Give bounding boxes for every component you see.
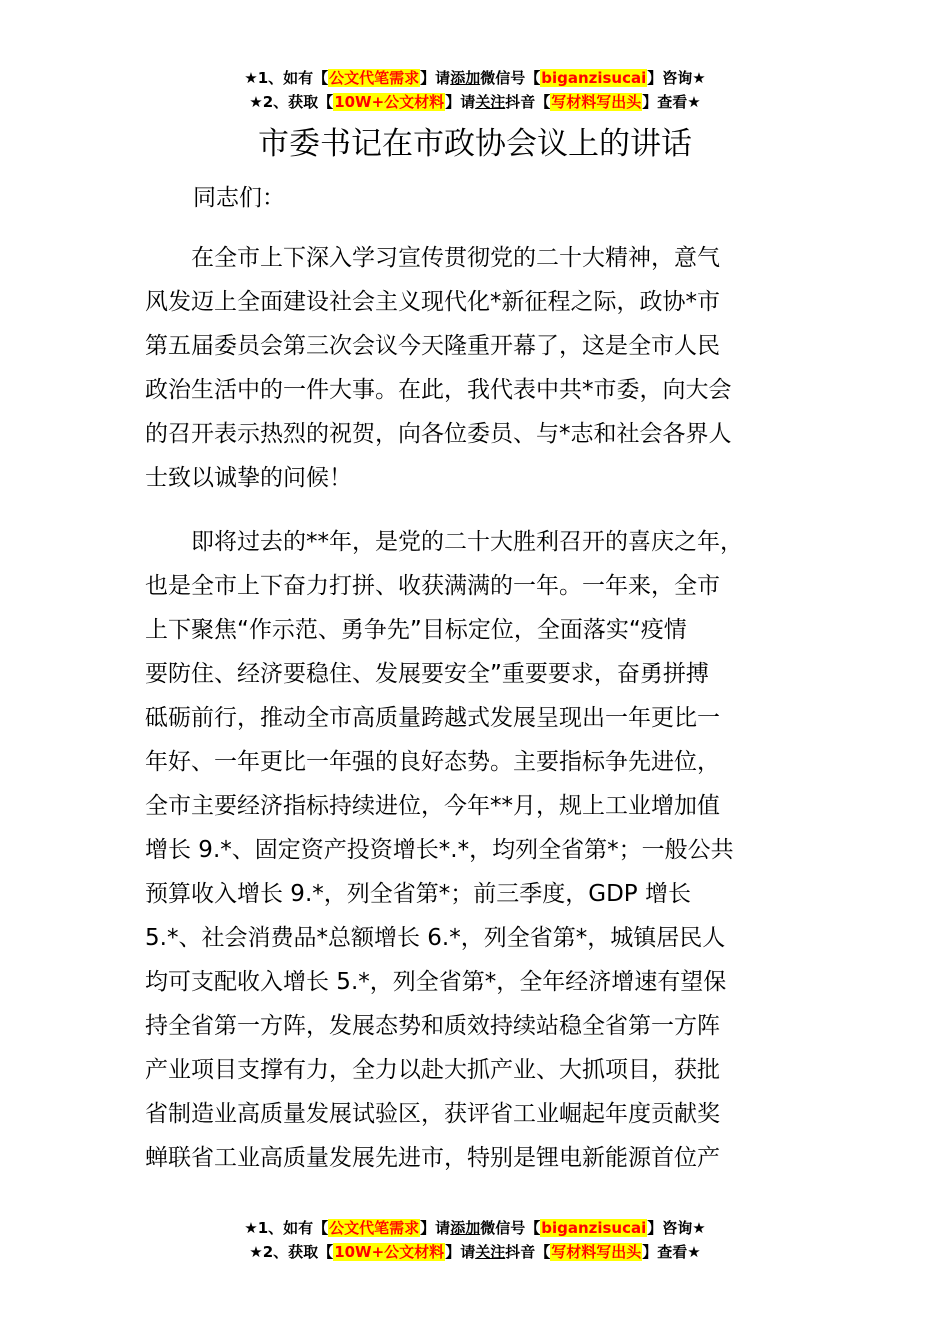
banner-text: 】咨询★	[647, 1219, 706, 1237]
highlight-text: 10W+公文材料	[334, 1243, 445, 1261]
paragraph-gap	[145, 220, 825, 236]
banner-text: 】查看★	[642, 1243, 701, 1261]
douyin-highlight: 写材料写出头	[551, 1243, 642, 1261]
banner-text: 】咨询★	[647, 69, 706, 87]
banner-text: 添加	[450, 1219, 481, 1237]
banner-text: ★1、如有【	[244, 1219, 329, 1237]
text-line: 产业项目支撑有力，全力以赴大抓产业、大抓项目，获批	[145, 1057, 720, 1083]
banner-text: 】请	[420, 1219, 451, 1237]
document-title: 市委书记在市政协会议上的讲话	[258, 126, 692, 162]
text-line: 年好、一年更比一年强的良好态势。主要指标争先进位，	[145, 749, 720, 775]
banner-text: 添加	[450, 69, 481, 87]
highlight-text: 公文代笔需求	[329, 69, 420, 87]
banner-text: 微信号【	[480, 69, 541, 87]
text-line: 5.*、社会消费品*总额增长 6.*，列全省第*，城镇居民人	[145, 925, 726, 951]
text-line: 即将过去的**年，是党的二十大胜利召开的喜庆之年，	[145, 529, 743, 555]
banner-text: 关注	[475, 93, 506, 111]
text-line: 蝉联省工业高质量发展先进市，特别是锂电新能源首位产	[145, 1145, 720, 1171]
text-line: 持全省第一方阵，发展态势和质效持续站稳全省第一方阵	[145, 1013, 720, 1039]
footer-banner	[0, 1216, 950, 1264]
document-body	[145, 176, 825, 1180]
banner-text: 】请	[420, 69, 451, 87]
wechat-id-highlight: biganzisucai	[541, 1219, 647, 1237]
banner-text: 抖音【	[505, 93, 551, 111]
text-line: 风发迈上全面建设社会主义现代化*新征程之际，政协*市	[145, 289, 720, 315]
highlight-text: 公文代笔需求	[329, 1219, 420, 1237]
salutation: 同志们：	[193, 185, 285, 211]
text-line: 预算收入增长 9.*，列全省第*；前三季度，GDP 增长	[145, 881, 691, 907]
text-line: 的召开表示热烈的祝贺，向各位委员、与*志和社会各界人	[145, 421, 732, 447]
text-line: 政治生活中的一件大事。在此，我代表中共*市委，向大会	[145, 377, 732, 403]
paragraph-1	[145, 236, 825, 500]
banner-text: ★2、获取【	[249, 1243, 334, 1261]
banner-text: 微信号【	[480, 1219, 541, 1237]
text-line: 士致以诚挚的问候！	[145, 465, 352, 491]
text-line: 省制造业高质量发展试验区，获评省工业崛起年度贡献奖	[145, 1101, 720, 1127]
highlight-text: 10W+公文材料	[334, 93, 445, 111]
text-line: 砥砺前行，推动全市高质量跨越式发展呈现出一年更比一	[145, 705, 720, 731]
banner-text: 】请	[445, 93, 476, 111]
banner-text: ★2、获取【	[249, 93, 334, 111]
banner-text: ★1、如有【	[244, 69, 329, 87]
banner-text: 关注	[475, 1243, 506, 1261]
paragraph-2	[145, 520, 825, 1180]
banner-line-2	[0, 1240, 950, 1264]
banner-line-1	[0, 1216, 950, 1240]
banner-text: 】请	[445, 1243, 476, 1261]
banner-text: 抖音【	[505, 1243, 551, 1261]
text-line: 要防住、经济要稳住、发展要安全”重要要求，奋勇拼搏	[145, 661, 709, 687]
banner-text: 】查看★	[642, 93, 701, 111]
banner-line-1	[0, 66, 950, 90]
text-line: 全市主要经济指标持续进位，今年**月，规上工业增加值	[145, 793, 720, 819]
paragraph-gap	[145, 500, 825, 520]
text-line: 均可支配收入增长 5.*，列全省第*，全年经济增速有望保	[145, 969, 727, 995]
text-line: 也是全市上下奋力打拼、收获满满的一年。一年来，全市	[145, 573, 720, 599]
wechat-id-highlight: biganzisucai	[541, 69, 647, 87]
header-banner	[0, 66, 950, 114]
text-line: 上下聚焦“作示范、勇争先”目标定位，全面落实“疫情	[145, 617, 687, 643]
text-line: 第五届委员会第三次会议今天隆重开幕了，这是全市人民	[145, 333, 720, 359]
text-line: 在全市上下深入学习宣传贯彻党的二十大精神，意气	[145, 245, 720, 271]
douyin-highlight: 写材料写出头	[551, 93, 642, 111]
banner-line-2	[0, 90, 950, 114]
text-line: 增长 9.*、固定资产投资增长*.*，均列全省第*；一般公共	[145, 837, 734, 863]
